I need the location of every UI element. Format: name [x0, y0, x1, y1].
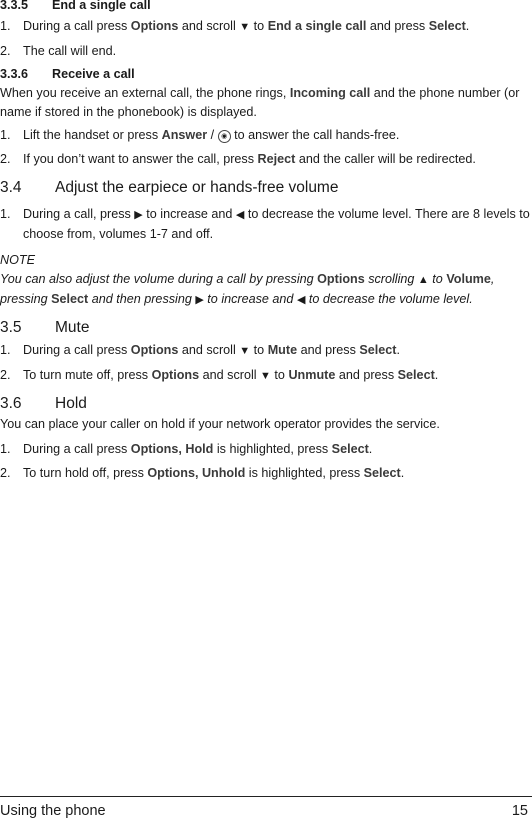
list-item: 2. To turn mute off, press Options and scroll ▼ to Unmute and press Select.	[0, 368, 439, 382]
arrow-left-icon: ◀	[235, 209, 245, 221]
page-number: 15	[511, 803, 528, 819]
list-item: 2. If you don’t want to answer the call, press Reject and the caller will be redirected.	[0, 152, 476, 166]
heading-mute: 3.5 Mute	[0, 319, 90, 336]
arrow-right-icon: ▶	[195, 294, 204, 306]
note-label: NOTE	[0, 253, 35, 267]
list-item: 1. Lift the handset or press Answer / ◉ to answer the call hands-free.	[0, 128, 400, 142]
receive-call-intro: When you receive an external call, the phone rings, Incoming call and the phone number (or name if stored in the phonebook) is displayed.	[0, 86, 520, 119]
heading-hold: 3.6 Hold	[0, 395, 87, 412]
list-item: 1. During a call press Options and scroll ▼ to End a single call and press Select.	[0, 19, 470, 33]
arrow-down-icon: ▼	[239, 345, 251, 357]
list-item: 1. During a call, press ▶ to increase and ◀ to decrease the volume level. There are 8 levels to choose from, volumes 1-7 and off.	[0, 207, 530, 241]
arrow-down-icon: ▼	[260, 370, 271, 382]
list-item: 1. During a call press Options and scroll ▼ to Mute and press Select.	[0, 343, 400, 357]
arrow-right-icon: ▶	[134, 209, 143, 221]
footer-chapter-title: Using the phone	[0, 803, 106, 819]
arrow-down-icon: ▼	[239, 21, 251, 33]
heading-adjust-volume: 3.4 Adjust the earpiece or hands-free volume	[0, 179, 339, 196]
footer-divider	[0, 796, 532, 797]
handsfree-icon: ◉	[218, 130, 231, 143]
heading-receive-call: 3.3.6 Receive a call	[0, 67, 135, 81]
list-item: 2. To turn hold off, press Options, Unhold is highlighted, press Select.	[0, 466, 405, 480]
arrow-up-icon: ▲	[417, 274, 429, 286]
hold-intro: You can place your caller on hold if your network operator provides the service.	[0, 417, 440, 431]
list-item: 1. During a call press Options, Hold is highlighted, press Select.	[0, 442, 373, 456]
note-text: You can also adjust the volume during a call by pressing Options scrolling ▲ to Volume, pressing Select and then pressing ▶ to increase and ◀ to decrease the volume level.	[0, 272, 495, 306]
list-item: 2. The call will end.	[0, 44, 117, 58]
arrow-left-icon: ◀	[296, 294, 306, 306]
heading-end-single-call: 3.3.5 End a single call	[0, 0, 151, 12]
